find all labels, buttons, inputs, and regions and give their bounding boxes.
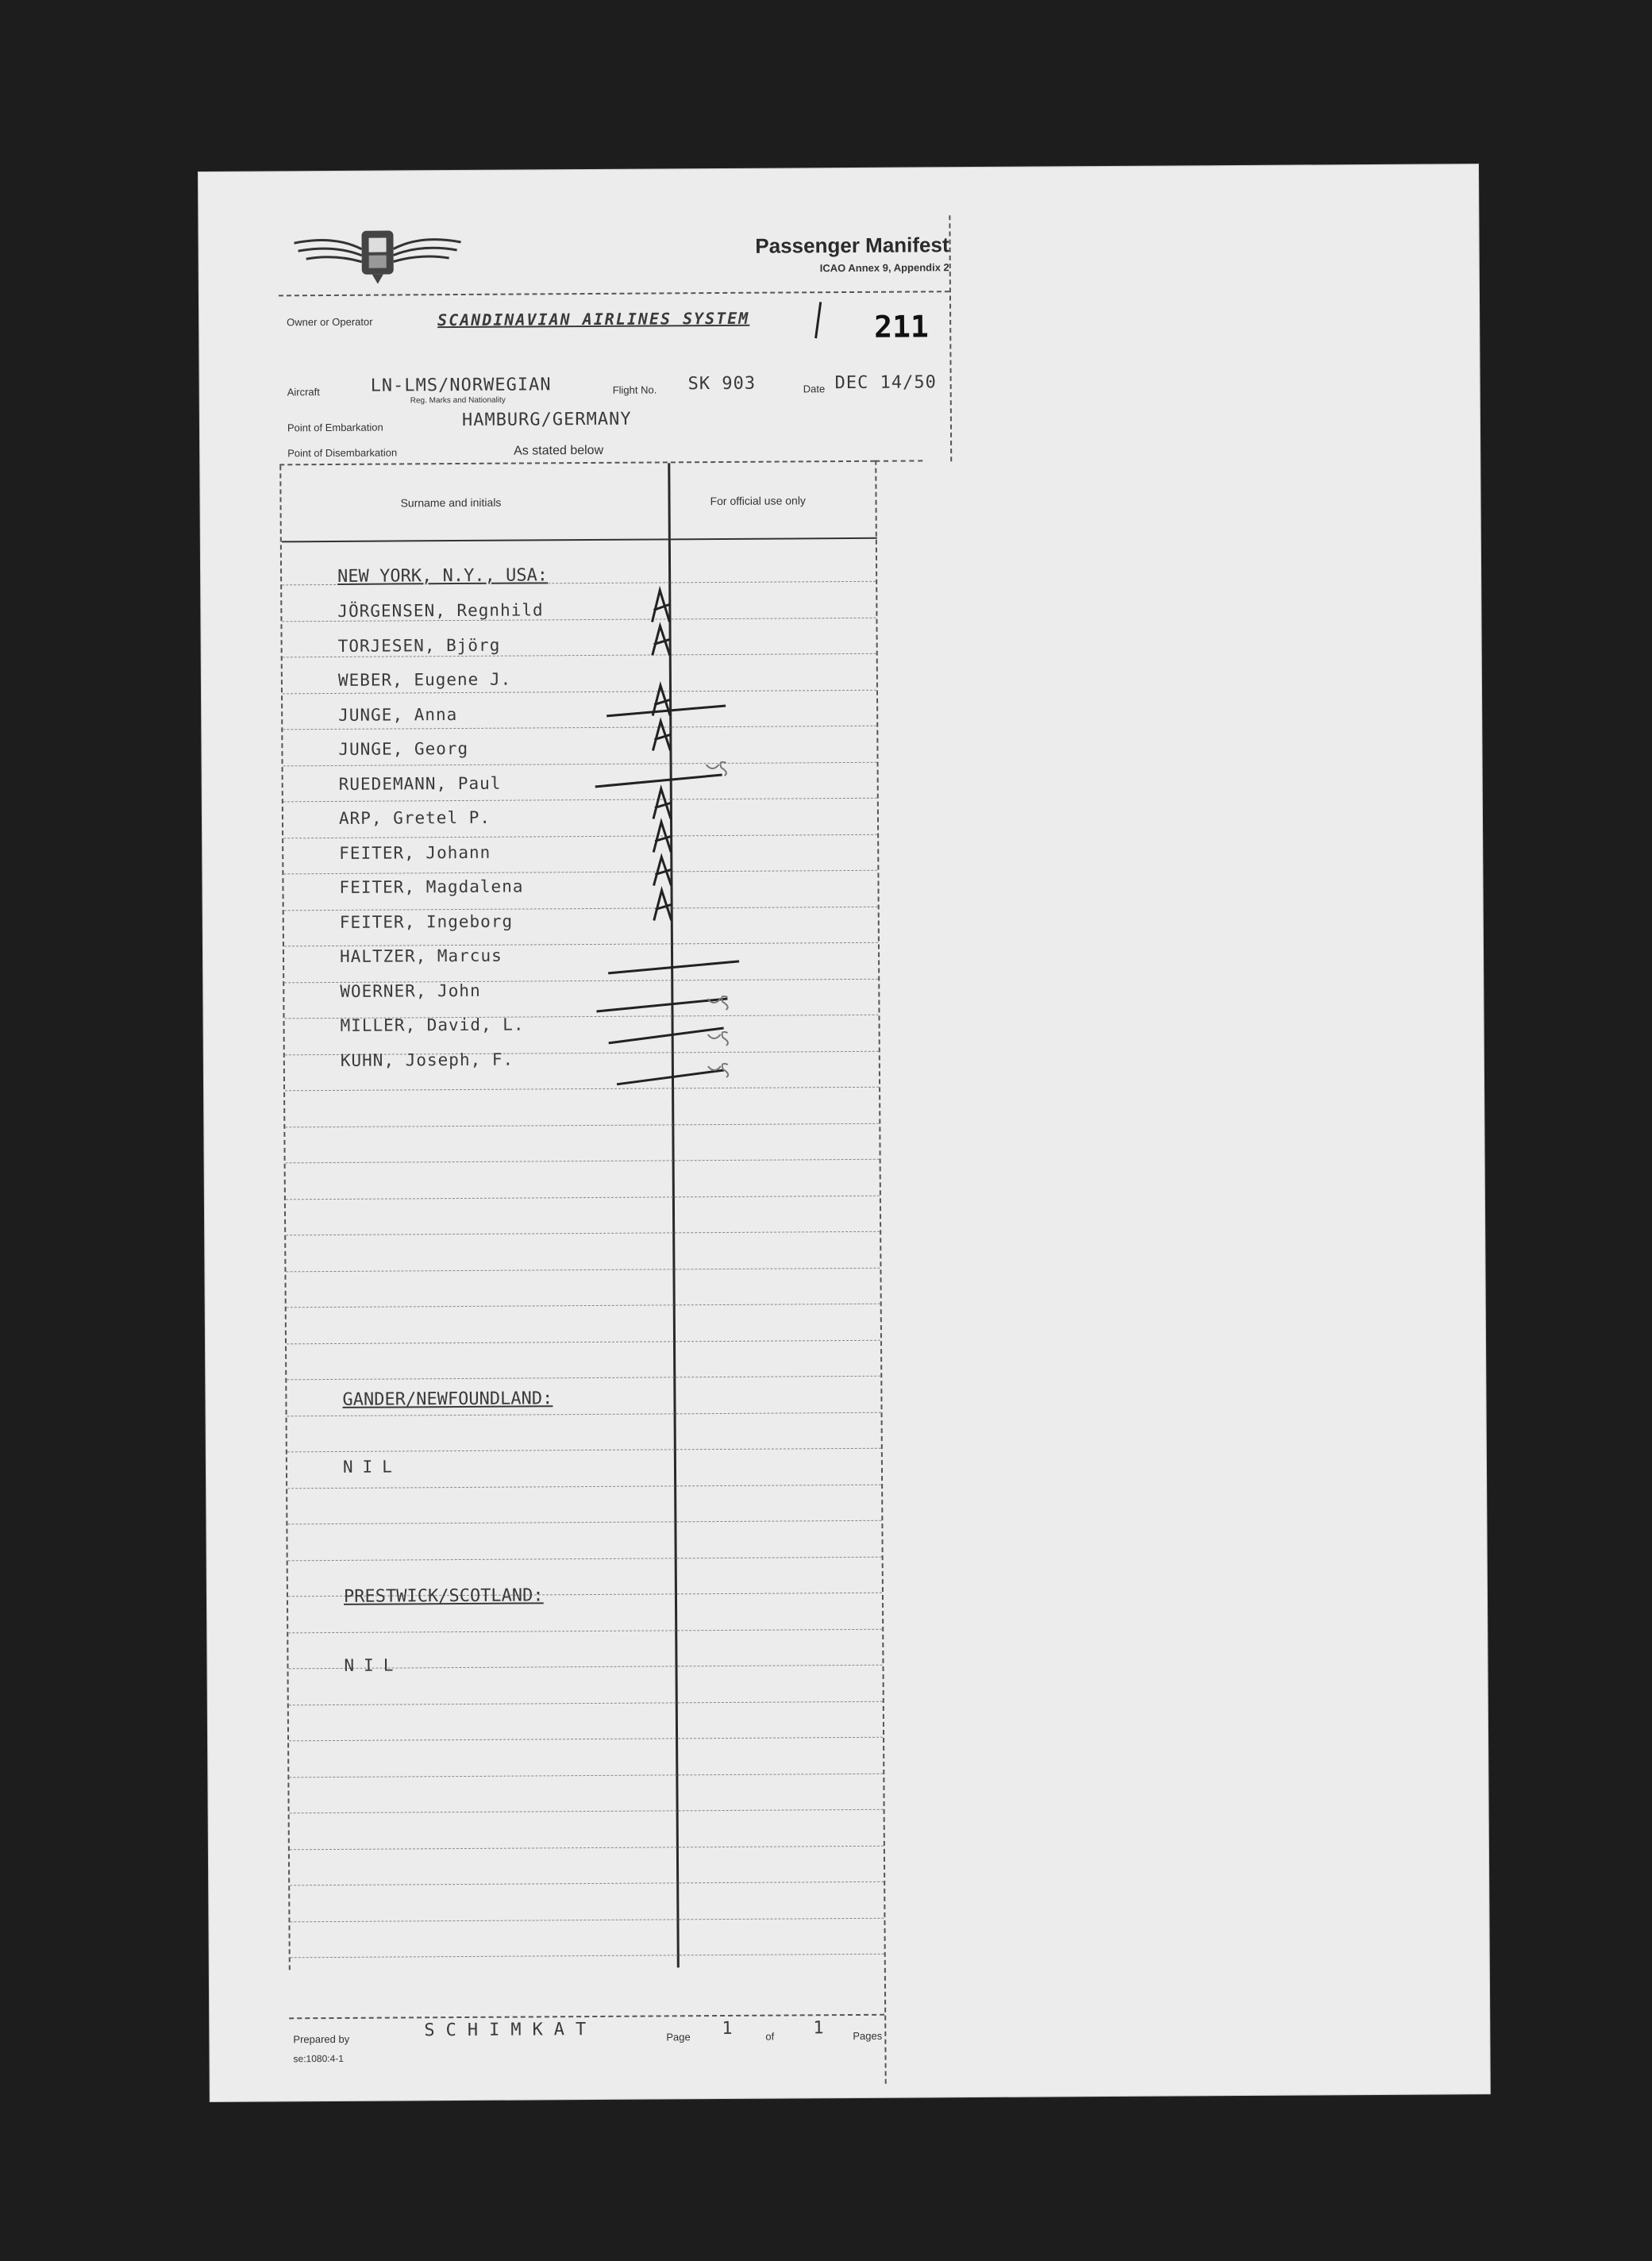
manifest-page-number: 211 [874,309,929,345]
form-code: se:1080:4-1 [293,2052,344,2065]
passenger-name: WEBER, Eugene J. [337,669,512,690]
row-line [288,1628,882,1633]
passenger-name: RUEDEMANN, Paul [338,773,502,794]
of-value: 1 [813,2018,825,2039]
row-line [287,1448,881,1453]
passenger-name: ARP, Gretel P. [338,807,491,828]
aircraft-value: LN-LMS/NORWEGIAN [370,375,552,396]
row-line [284,942,878,947]
row-line [290,1845,884,1850]
row-line [287,1484,881,1489]
row-line [286,1159,880,1164]
passenger-name: HALTZER, Marcus [339,946,503,966]
column-divider [668,463,680,1967]
row-line [284,906,878,911]
disembarkation-value: As stated below [514,443,604,458]
row-line [289,1701,883,1705]
section-title: PRESTWICK/SCOTLAND: [343,1585,544,1607]
flight-value: SK 903 [687,373,757,395]
page-slash-mark [814,302,822,338]
footer-rule [289,2014,884,2020]
page-label: Page [666,2031,691,2043]
passenger-name: FEITER, Ingeborg [339,911,514,932]
row-line [283,870,877,875]
prepared-value: SCHIMKAT [424,2019,598,2041]
passenger-name: FEITER, Johann [339,842,491,863]
row-line [286,1267,880,1272]
section-title: NEW YORK, N.Y., USA: [337,565,549,587]
disembarkation-label: Point of Disembarkation [287,446,398,460]
row-line [291,1954,884,1959]
manifest-paper [198,164,1490,2101]
section-title: GANDER/NEWFOUNDLAND: [342,1389,553,1410]
row-line [287,1304,880,1308]
row-line [287,1376,880,1381]
header-rule [279,291,949,296]
page-value: 1 [722,2018,734,2040]
row-line [286,1195,880,1200]
reg-marks-note: Reg. Marks and Nationality [410,395,506,406]
owner-value: SCANDINAVIAN AIRLINES SYSTEM [437,308,750,330]
row-line [285,1123,879,1127]
row-line [283,726,876,730]
nil-entry: NIL [342,1457,402,1477]
prepared-label: Prepared by [293,2032,350,2046]
row-line [283,689,876,694]
passenger-name: MILLER, David, L. [340,1015,525,1035]
passenger-name: JUNGE, Anna [338,704,458,725]
embarkation-label: Point of Embarkation [287,421,383,434]
manifest-subtitle: ICAO Annex 9, Appendix 2 [819,261,949,275]
passenger-name: JUNGE, Georg [338,738,469,759]
row-line [283,798,877,803]
owner-label: Owner or Operator [287,315,373,329]
passenger-name: JÖRGENSEN, Regnhild [337,600,544,621]
row-line [289,1773,883,1778]
embarkation-value: HAMBURG/GERMANY [461,409,632,430]
row-line [287,1520,881,1525]
date-value: DEC 14/50 [834,372,937,394]
row-line [285,1087,879,1092]
row-line [289,1737,883,1742]
manifest-table [279,462,886,1970]
row-line [286,1231,880,1236]
nil-entry: NIL [344,1655,403,1675]
row-line [288,1556,882,1561]
date-label: Date [803,383,826,395]
column-header-official: For official use only [710,494,806,508]
row-line [290,1917,884,1922]
row-line [283,834,877,838]
airline-logo [286,218,469,291]
pages-label: Pages [853,2029,883,2043]
of-label: of [765,2030,775,2043]
row-line [287,1339,880,1344]
row-line [290,1882,884,1886]
passenger-name: KUHN, Joseph, F. [340,1050,514,1070]
manifest-form [278,215,960,2089]
row-line [290,1809,884,1814]
passenger-name: WOERNER, John [340,980,481,1001]
row-line [283,761,877,766]
right-edge-line [949,215,952,461]
row-line [287,1412,881,1416]
step-rule [875,460,922,461]
column-header-names: Surname and initials [400,495,502,510]
passenger-name: FEITER, Magdalena [339,876,524,897]
table-header-rule [282,537,877,543]
manifest-title: Passenger Manifest [755,233,949,258]
passenger-name: TORJESEN, Björg [337,635,501,656]
aircraft-label: Aircraft [287,386,320,399]
flight-label: Flight No. [612,383,657,396]
